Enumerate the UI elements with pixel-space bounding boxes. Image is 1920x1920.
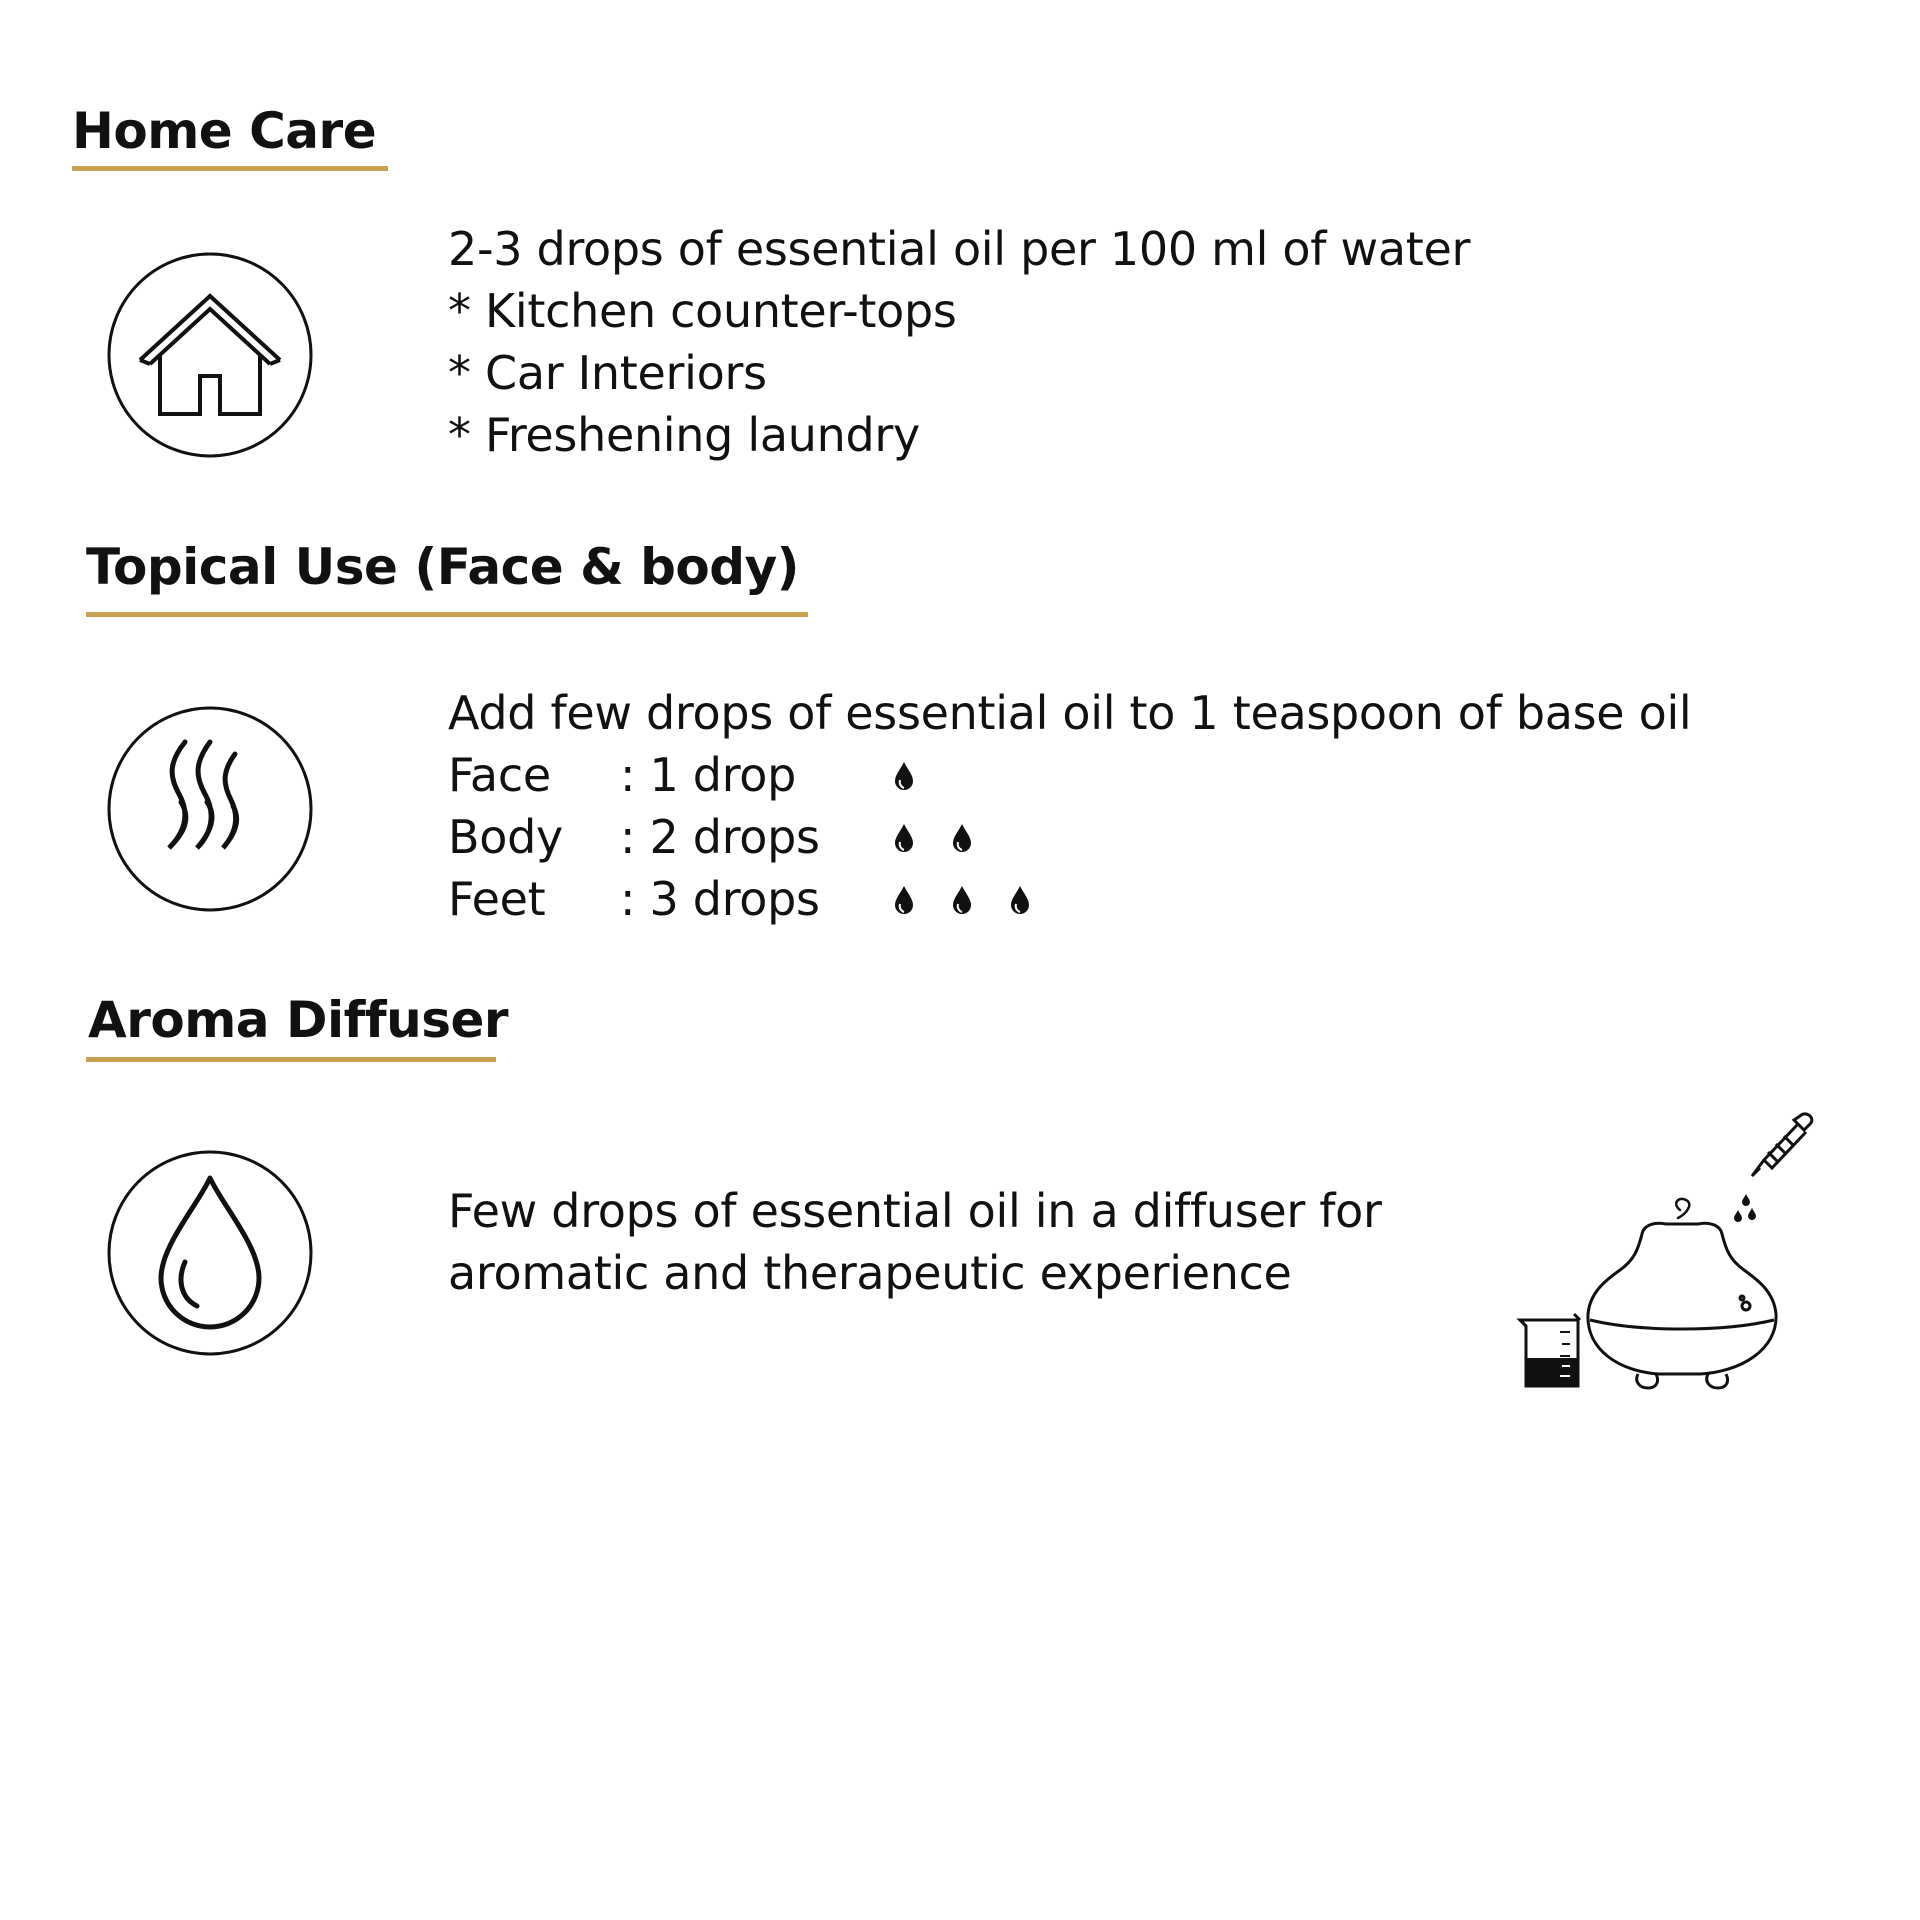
topical-use-intro: Add few drops of essential oil to 1 teaspoon of base oil bbox=[448, 686, 1692, 740]
diffuser-body bbox=[1588, 1223, 1776, 1388]
aroma-diffuser-title-underline bbox=[86, 1057, 496, 1062]
drop-icon bbox=[1007, 884, 1033, 916]
drop-icon bbox=[949, 822, 975, 854]
topical-use-text bbox=[448, 682, 1691, 930]
home-care-title-underline bbox=[72, 166, 388, 171]
dropper-icon bbox=[1752, 1114, 1812, 1176]
vapor-curl bbox=[1676, 1199, 1689, 1218]
home-care-line-3: * Car Interiors bbox=[448, 346, 767, 400]
dosage-row-feet bbox=[448, 868, 1691, 930]
beaker-icon bbox=[1520, 1314, 1580, 1386]
dosage-area: Body bbox=[448, 810, 563, 864]
drop-icon bbox=[949, 884, 975, 916]
home-care-title: Home Care bbox=[72, 102, 377, 160]
dosage-area: Feet bbox=[448, 872, 546, 926]
aroma-diffuser-line-2: aromatic and therapeutic experience bbox=[448, 1246, 1292, 1300]
drop-icon bbox=[891, 822, 917, 854]
house-icon bbox=[107, 252, 313, 458]
dosage-amount: : 2 drops bbox=[620, 810, 820, 864]
aroma-diffuser-title: Aroma Diffuser bbox=[88, 991, 509, 1049]
dosage-area: Face bbox=[448, 748, 551, 802]
home-care-line-1: 2-3 drops of essential oil per 100 ml of water bbox=[448, 222, 1471, 276]
topical-use-title-underline bbox=[86, 612, 808, 617]
dosage-amount: : 3 drops bbox=[620, 872, 820, 926]
dosage-row-body bbox=[448, 806, 1691, 868]
aroma-diffuser-line-1: Few drops of essential oil in a diffuser for bbox=[448, 1184, 1382, 1238]
dosage-row-face bbox=[448, 744, 1691, 806]
steam-icon bbox=[107, 706, 313, 912]
drop-icon bbox=[891, 760, 917, 792]
diffuser-illustration bbox=[1510, 1100, 1830, 1400]
drop-icon bbox=[891, 884, 917, 916]
home-care-text bbox=[448, 218, 1470, 466]
home-care-line-2: * Kitchen counter-tops bbox=[448, 284, 957, 338]
aroma-diffuser-text bbox=[448, 1180, 1382, 1304]
dosage-amount: : 1 drop bbox=[620, 748, 797, 802]
water-drop-icon bbox=[107, 1150, 313, 1356]
home-care-line-4: * Freshening laundry bbox=[448, 408, 920, 462]
falling-drops bbox=[1734, 1194, 1756, 1222]
topical-use-title: Topical Use (Face & body) bbox=[86, 538, 800, 596]
